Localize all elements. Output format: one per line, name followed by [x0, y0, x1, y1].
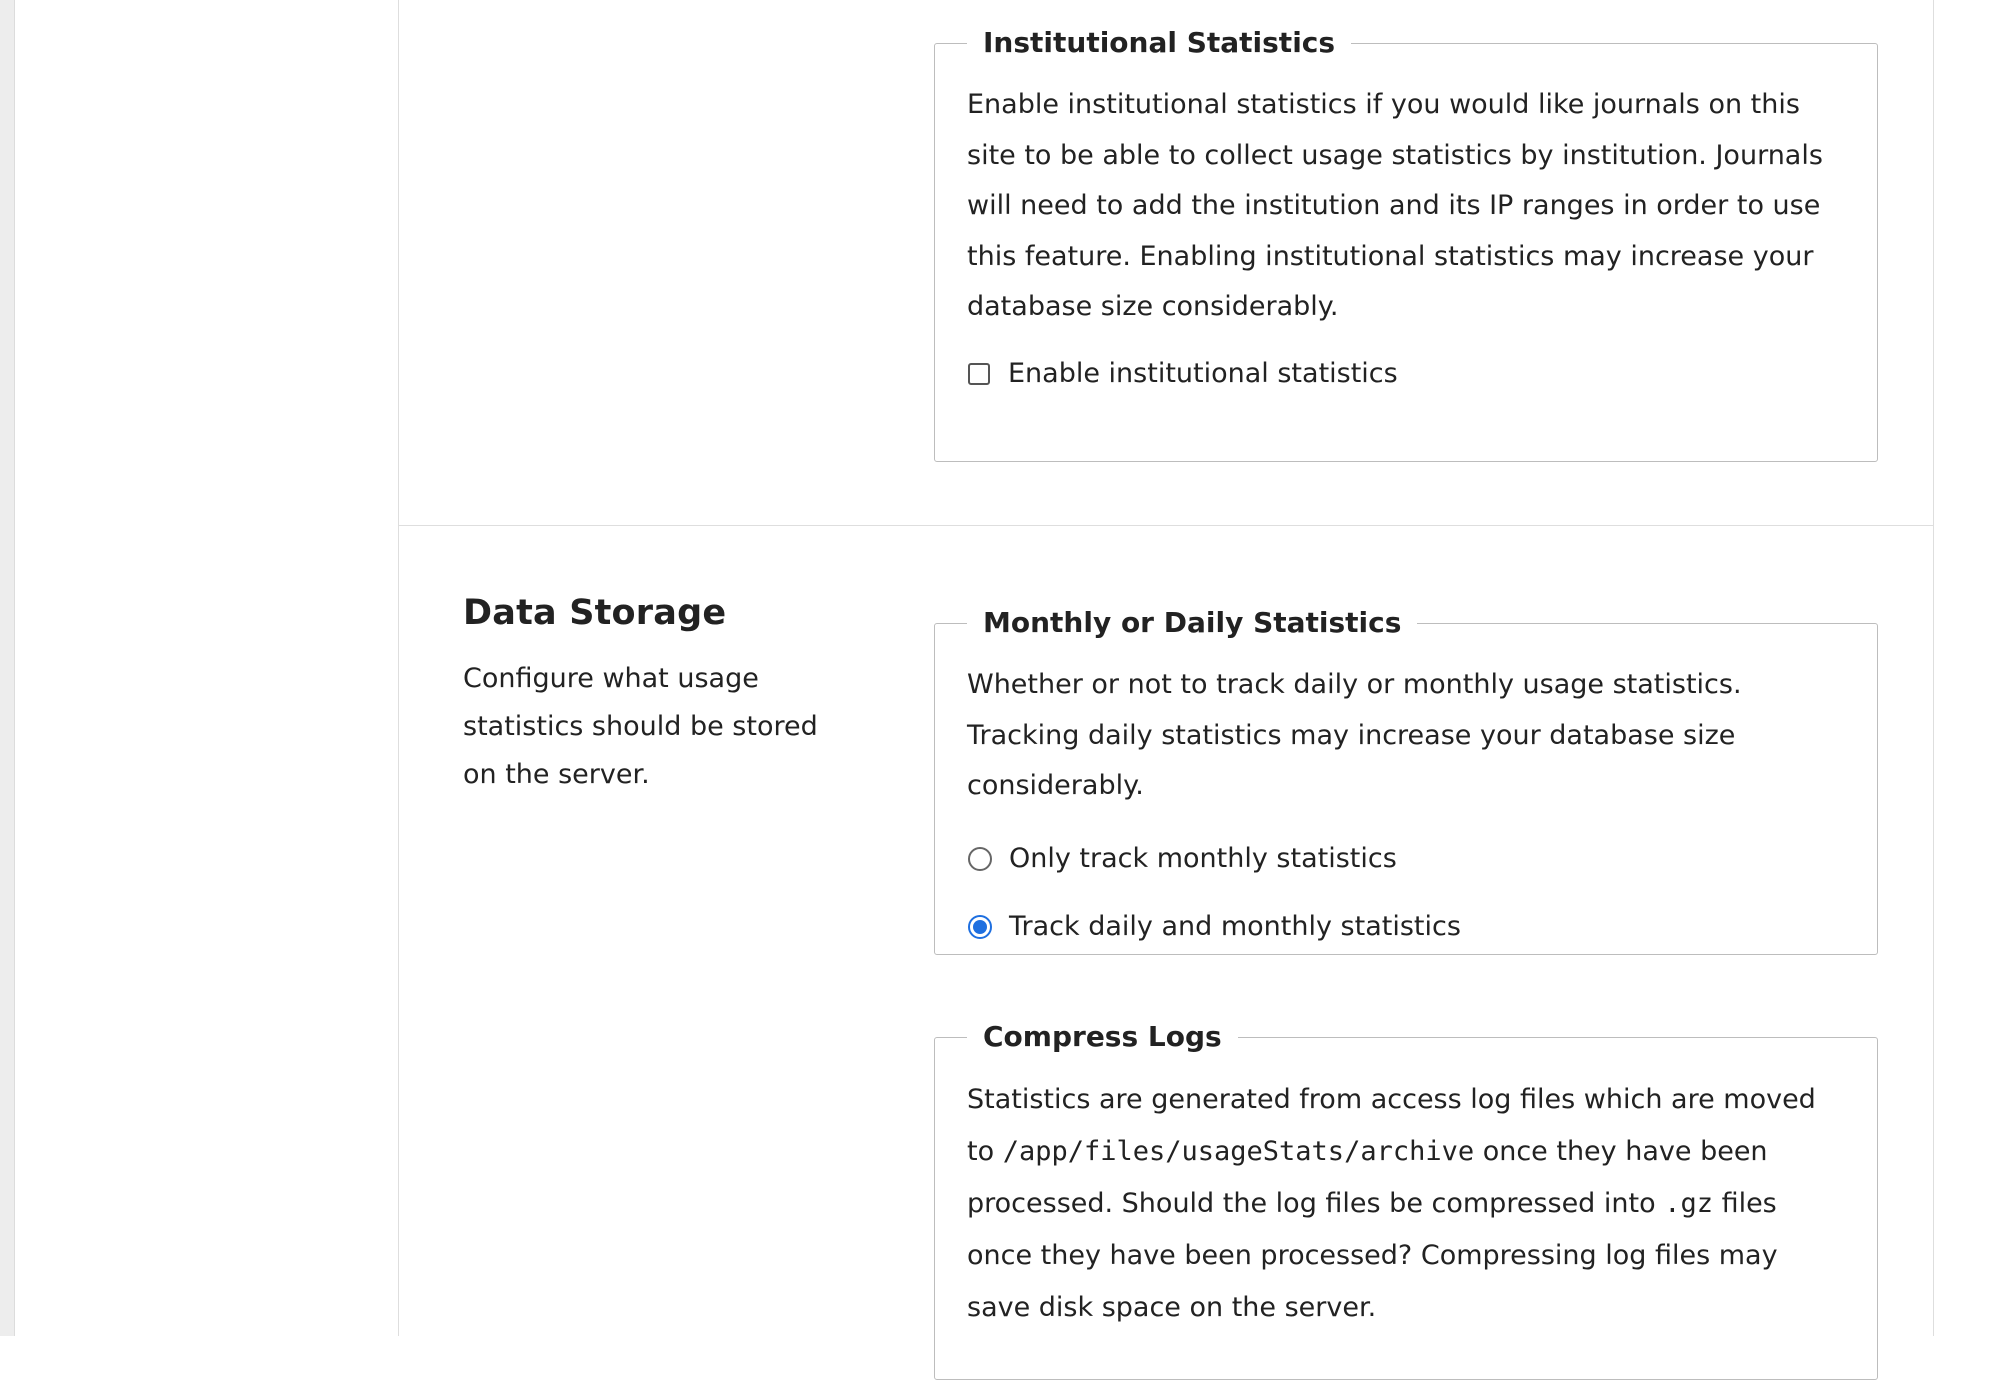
daily-and-monthly-radio[interactable]	[968, 915, 992, 939]
compress-logs-legend: Compress Logs	[983, 1020, 1222, 1053]
data-storage-description: Configure what usage statistics should be stored on the server.	[463, 663, 818, 790]
only-monthly-option[interactable]	[967, 842, 1847, 876]
data-storage-header	[463, 591, 853, 799]
institutional-statistics-legend: Institutional Statistics	[983, 26, 1336, 59]
enable-institutional-statistics-label: Enable institutional statistics	[1008, 357, 1398, 389]
archive-path-code: /app/files/usageStats/archive	[1002, 1136, 1475, 1167]
compress-logs-description	[967, 1074, 1847, 1334]
daily-and-monthly-option[interactable]	[967, 910, 1847, 944]
left-sidebar-edge	[0, 0, 15, 1336]
compress-logs-desc-part3: files once they have been processed? Compressing log files may save disk space on the server.	[967, 1188, 1778, 1323]
compress-logs-desc-part2: once they have been processed. Should the log files be compressed into	[967, 1136, 1768, 1219]
compress-logs-fieldset	[934, 1020, 1878, 1380]
only-monthly-radio[interactable]	[968, 847, 992, 871]
monthly-daily-statistics-description: Whether or not to track daily or monthly usage statistics. Tracking daily statistics may increase your database size considerably.	[967, 669, 1742, 801]
gz-extension-code: .gz	[1664, 1188, 1713, 1219]
only-monthly-label: Only track monthly statistics	[1009, 842, 1397, 874]
enable-institutional-statistics-option[interactable]	[967, 357, 1847, 391]
data-storage-title: Data Storage	[463, 593, 727, 633]
section-divider	[398, 525, 1934, 526]
enable-institutional-statistics-checkbox[interactable]	[968, 363, 990, 385]
monthly-daily-statistics-legend: Monthly or Daily Statistics	[983, 606, 1402, 639]
monthly-daily-statistics-fieldset	[934, 606, 1878, 955]
institutional-statistics-description: Enable institutional statistics if you would like journals on this site to be able to collect usage statistics by institution. Journals will need to add the institution and its IP ranges in order to use this feature. Enabling institutional statistics may increase your database size considerably.	[967, 89, 1823, 322]
compress-logs-desc-part1: Statistics are generated from access log files which are moved to	[967, 1084, 1816, 1167]
daily-and-monthly-label: Track daily and monthly statistics	[1009, 910, 1461, 942]
institutional-statistics-fieldset	[934, 26, 1878, 462]
